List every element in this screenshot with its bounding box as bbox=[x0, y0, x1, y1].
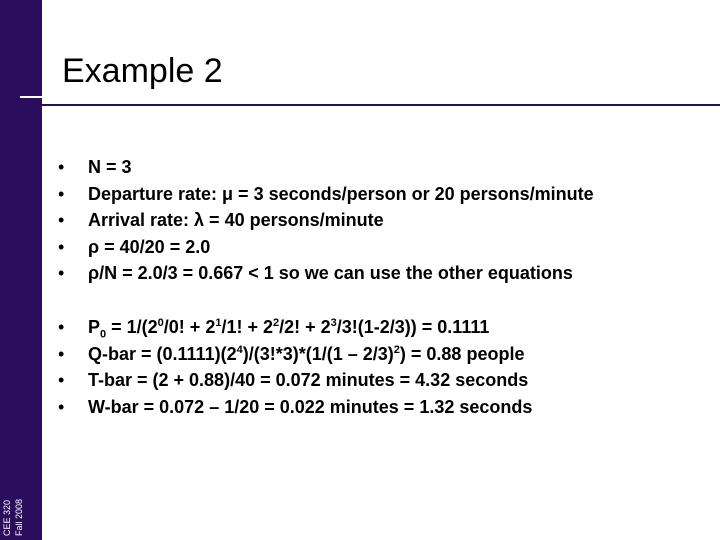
slide-title: Example 2 bbox=[62, 52, 223, 90]
course-label bbox=[2, 426, 40, 536]
course-term: Fall 2008 bbox=[14, 498, 24, 536]
bullet-list-given bbox=[58, 154, 708, 287]
bullet-item-qbar: • $Q-bar = (0.1111)(2^4)/(3!*3)*(1/(1 - 2/3)^2) = 0.88$ people bbox=[58, 341, 708, 368]
bullet-item-tbar: • T-bar = (2 + 0.88)/40 = 0.072 minutes = 4.32 seconds bbox=[58, 367, 708, 394]
bullet-list-results bbox=[58, 314, 708, 420]
course-code: CEE 320 bbox=[2, 499, 12, 536]
bullet-item-p0: • $P_0 = 1/(2^0/0$! + $2^1/1$! + $2^2/2$! + $2^3/3!(1-2/3)) = 0.1111$ bbox=[58, 314, 708, 341]
sidebar-bar bbox=[0, 0, 42, 540]
title-underline bbox=[42, 104, 720, 106]
bullet-item: • ρ/N = 2.0/3 = 0.667 < 1 so we can use the other equations bbox=[58, 260, 708, 287]
bullet-item: • N = 3 bbox=[58, 154, 708, 181]
bullet-item: • Departure rate: μ = 3 seconds/person or 20 persons/minute bbox=[58, 181, 708, 208]
bullet-item: • Arrival rate: λ = 40 persons/minute bbox=[58, 207, 708, 234]
bullet-item: • ρ = 40/20 = 2.0 bbox=[58, 234, 708, 261]
bullet-item-wbar: • W-bar = 0.072 – 1/20 = 0.022 minutes = 1.32 seconds bbox=[58, 394, 708, 421]
sidebar-tick bbox=[20, 96, 42, 98]
